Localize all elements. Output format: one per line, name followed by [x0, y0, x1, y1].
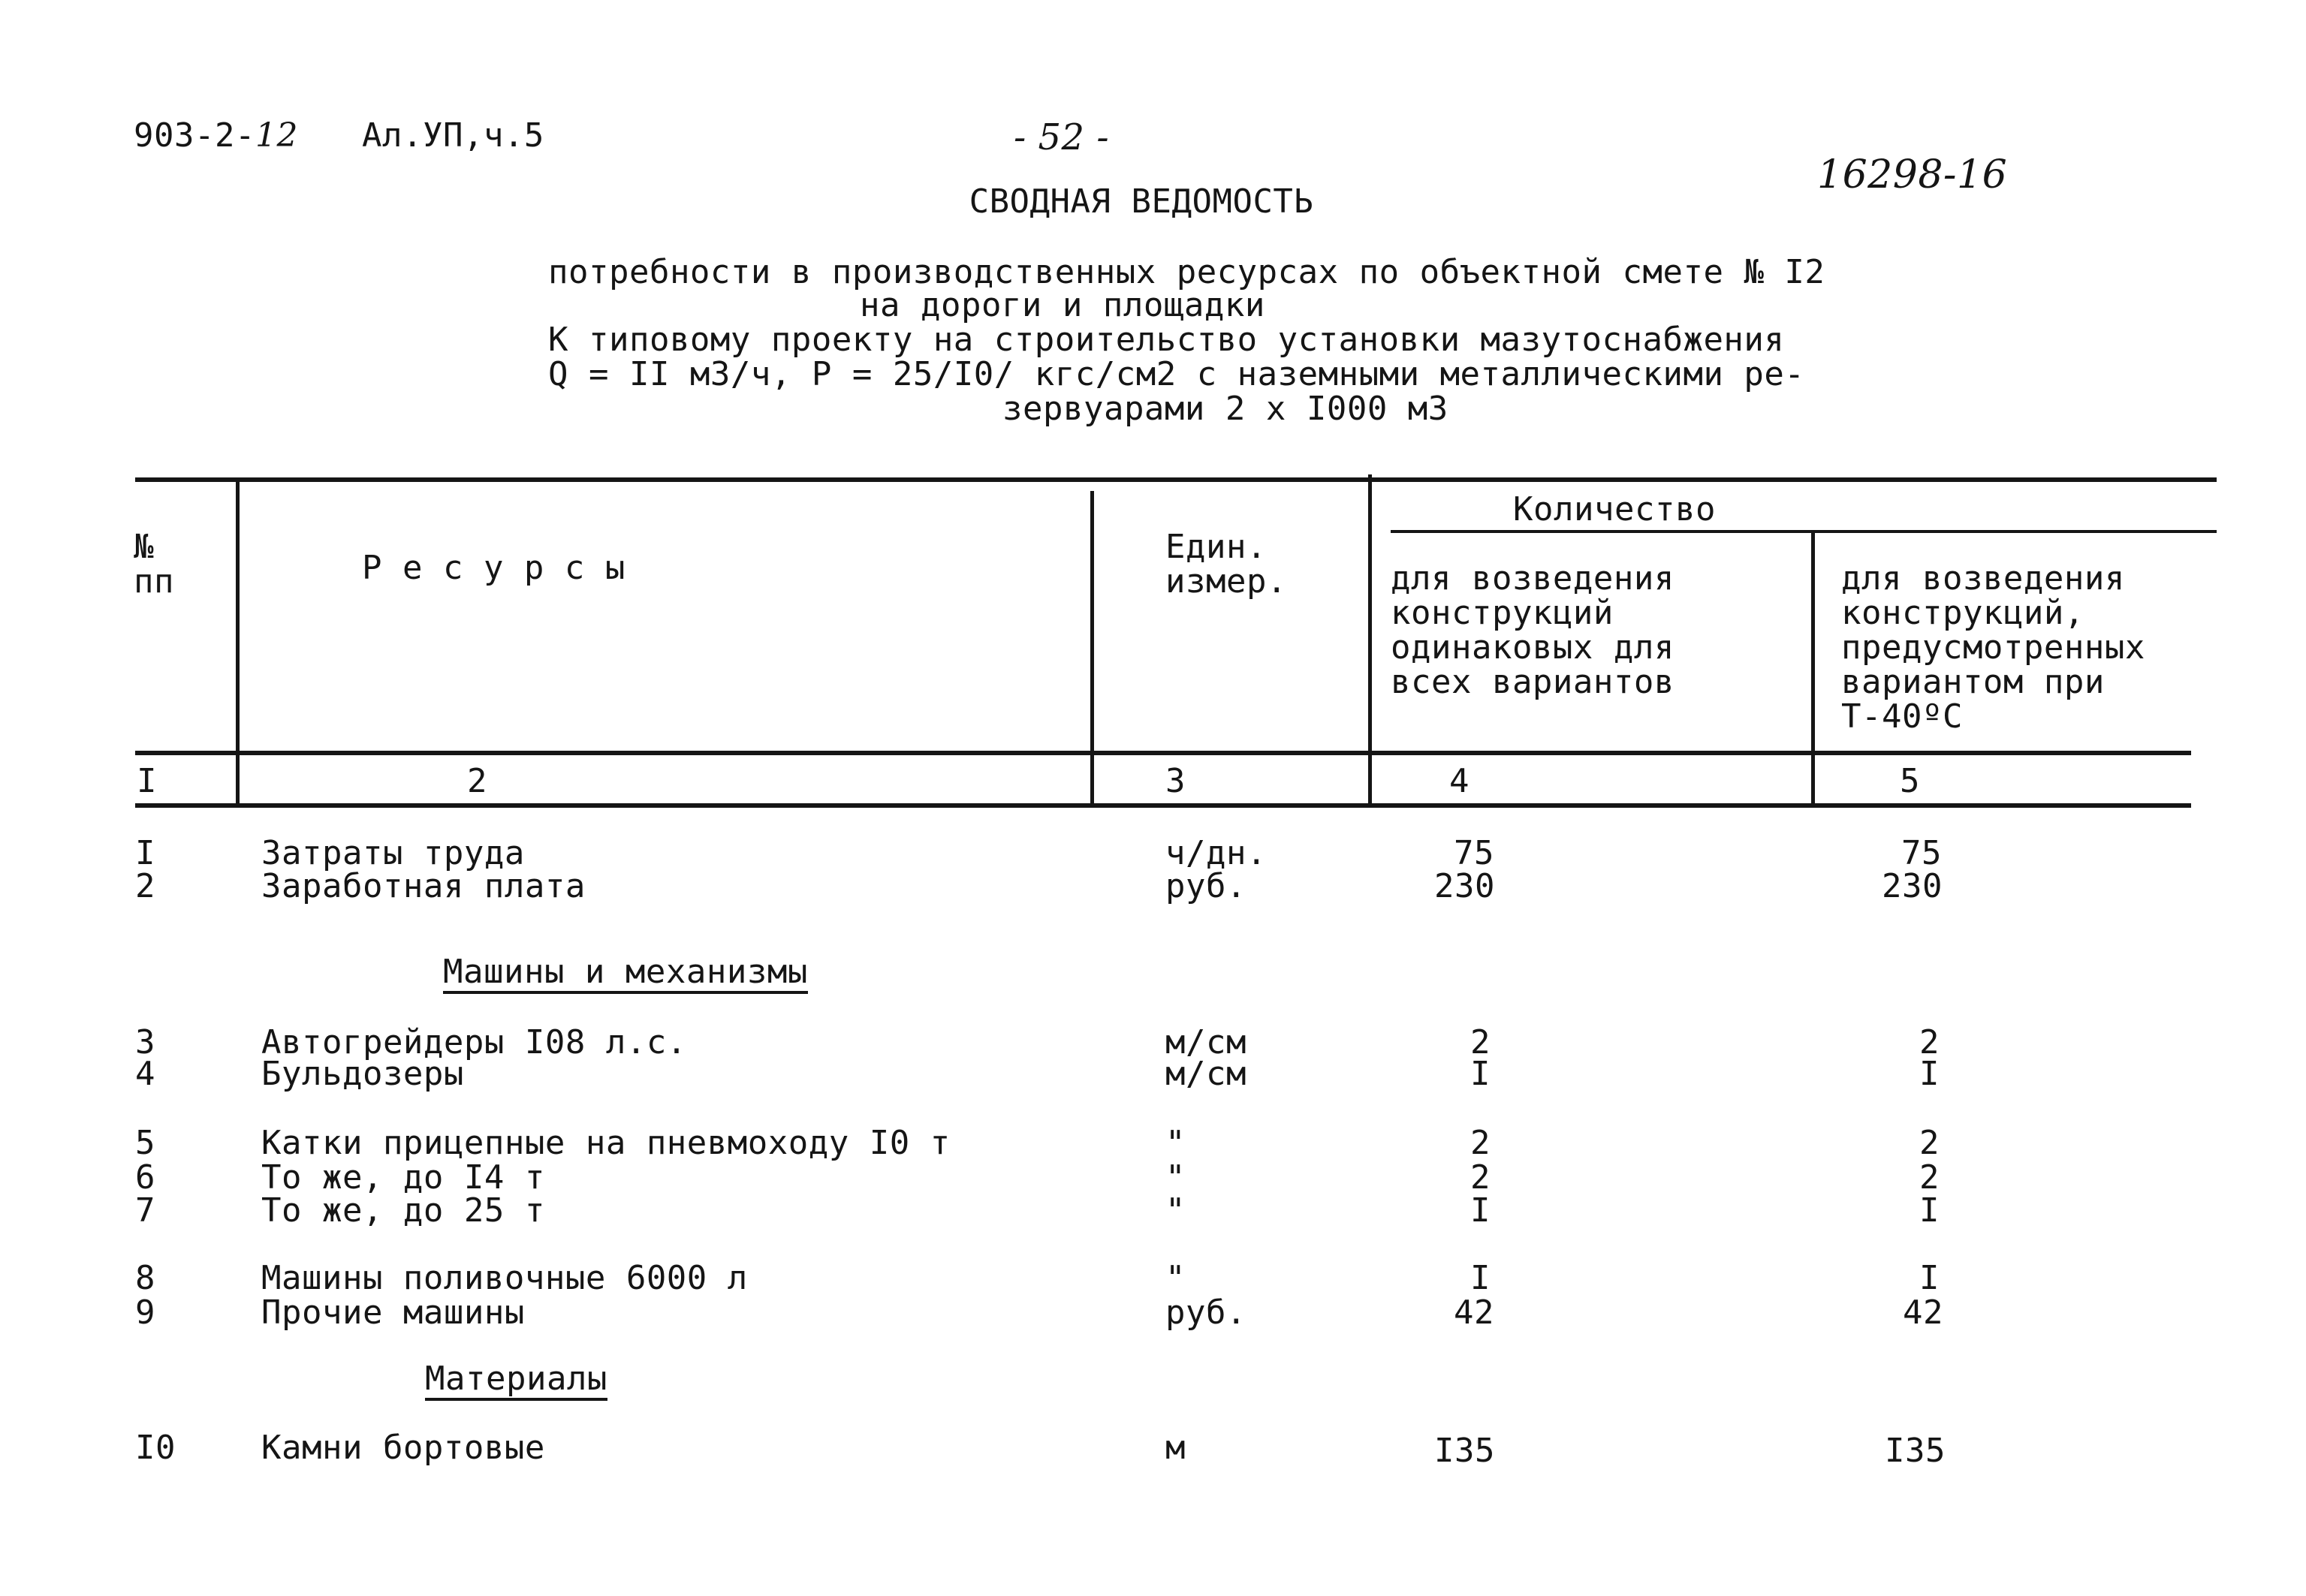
table-row-qty-variant: I [1919, 1191, 1940, 1230]
header-quantity-common: для возведения конструкций одинаковых для всех вариантов [1391, 559, 1674, 701]
column-number-2: 2 [467, 762, 487, 800]
column-numbers-rule [135, 803, 2191, 808]
table-row-qty-variant: 2 [1919, 1124, 1940, 1162]
table-row-qty-common: 75 [1454, 834, 1494, 872]
column-number-3: 3 [1165, 762, 1186, 800]
table-row-number: I [135, 834, 155, 872]
table-row-qty-common: 2 [1470, 1124, 1491, 1162]
table-row-qty-variant: I [1919, 1055, 1940, 1093]
table-row-qty-common: I35 [1434, 1432, 1495, 1470]
header-bottom-rule [135, 751, 2191, 755]
table-row-resource: Катки прицепные на пневмоходу I0 т [261, 1124, 951, 1162]
page-number: - 52 - [1014, 116, 1110, 158]
table-row-qty-variant: 42 [1903, 1293, 1943, 1332]
table-row-qty-variant: 2 [1919, 1023, 1940, 1061]
document-code-prefix: 903-2- [134, 116, 255, 155]
title-line-1: потребности в производственных ресурсах по объектной смете № I2 [548, 253, 1825, 291]
column-number-1: I [137, 762, 157, 800]
table-row-qty-variant: 230 [1882, 867, 1943, 905]
table-row-qty-common: 230 [1434, 867, 1495, 905]
divider-unit-quantity [1368, 474, 1372, 808]
table-row-resource: Автогрейдеры I08 л.с. [261, 1023, 687, 1061]
table-row-unit: " [1165, 1259, 1186, 1297]
divider-num-resource [236, 477, 240, 808]
table-row-unit: м [1165, 1429, 1186, 1467]
divider-resource-unit [1090, 491, 1094, 808]
table-row-resource: То же, до 25 т [261, 1191, 545, 1230]
table-row-qty-common: I [1470, 1055, 1491, 1093]
quantity-header-rule [1391, 530, 2217, 533]
title-line-3: К типовому проекту на строительство установки мазутоснабжения [548, 321, 1785, 359]
table-row-resource: То же, до I4 т [261, 1158, 545, 1197]
table-row-unit: " [1165, 1158, 1186, 1197]
header-resources: Р е с у р с ы [362, 549, 625, 587]
title-line-4: Q = II м3/ч, P = 25/I0/ кгс/см2 с наземными металлическими ре- [548, 355, 1805, 393]
table-row-unit: м/см [1165, 1055, 1246, 1093]
table-row-number: 9 [135, 1293, 155, 1332]
table-row-unit: ч/дн. [1165, 834, 1267, 872]
table-row-resource: Машины поливочные 6000 л [261, 1259, 748, 1297]
table-row-resource: Затраты труда [261, 834, 525, 872]
table-row-unit: руб. [1165, 867, 1246, 905]
title-line-2: на дороги и площадки [860, 286, 1265, 324]
table-row-number: 6 [135, 1158, 155, 1197]
table-row-number: 3 [135, 1023, 155, 1061]
table-row-qty-common: I [1470, 1191, 1491, 1230]
section-heading-materials: Материалы [425, 1362, 607, 1401]
table-row-qty-common: 2 [1470, 1158, 1491, 1197]
table-row-qty-variant: I35 [1885, 1432, 1946, 1470]
table-row-qty-common: I [1470, 1259, 1491, 1297]
album-reference: Ал.УП,ч.5 [362, 116, 544, 155]
table-row-qty-variant: 75 [1901, 834, 1942, 872]
table-top-rule [135, 477, 2217, 482]
table-row-number: 5 [135, 1124, 155, 1162]
column-number-4: 4 [1449, 762, 1470, 800]
document-code-handwritten: 12 [255, 116, 298, 155]
header-number: № пп [134, 528, 174, 601]
document-title: СВОДНАЯ ВЕДОМОСТЬ [969, 182, 1314, 221]
table-row-number: I0 [135, 1429, 176, 1467]
divider-quantity-columns [1811, 530, 1815, 808]
table-row-number: 7 [135, 1191, 155, 1230]
table-row-qty-variant: I [1919, 1259, 1940, 1297]
header-quantity: Количество [1513, 490, 1716, 528]
table-row-resource: Камни бортовые [261, 1429, 545, 1467]
header-unit: Един. измер. [1165, 528, 1287, 601]
table-row-unit: руб. [1165, 1293, 1246, 1332]
table-row-unit: " [1165, 1191, 1186, 1230]
table-row-number: 8 [135, 1259, 155, 1297]
title-line-5: зервуарами 2 х I000 м3 [1002, 390, 1448, 428]
table-row-resource: Бульдозеры [261, 1055, 464, 1093]
header-quantity-variant: для возведения конструкций, предусмотренных вариантом при Т-40ºС [1841, 559, 2145, 736]
stamp-number: 16298-16 [1817, 152, 2008, 197]
table-row-unit: м/см [1165, 1023, 1246, 1061]
table-row-unit: " [1165, 1124, 1186, 1162]
table-row-number: 2 [135, 867, 155, 905]
table-row-resource: Заработная плата [261, 867, 586, 905]
section-heading-machines: Машины и механизмы [443, 955, 808, 994]
table-row-resource: Прочие машины [261, 1293, 525, 1332]
table-row-qty-common: 42 [1454, 1293, 1494, 1332]
column-number-5: 5 [1900, 762, 1920, 800]
document-code [134, 116, 298, 155]
table-row-number: 4 [135, 1055, 155, 1093]
table-row-qty-variant: 2 [1919, 1158, 1940, 1197]
table-row-qty-common: 2 [1470, 1023, 1491, 1061]
